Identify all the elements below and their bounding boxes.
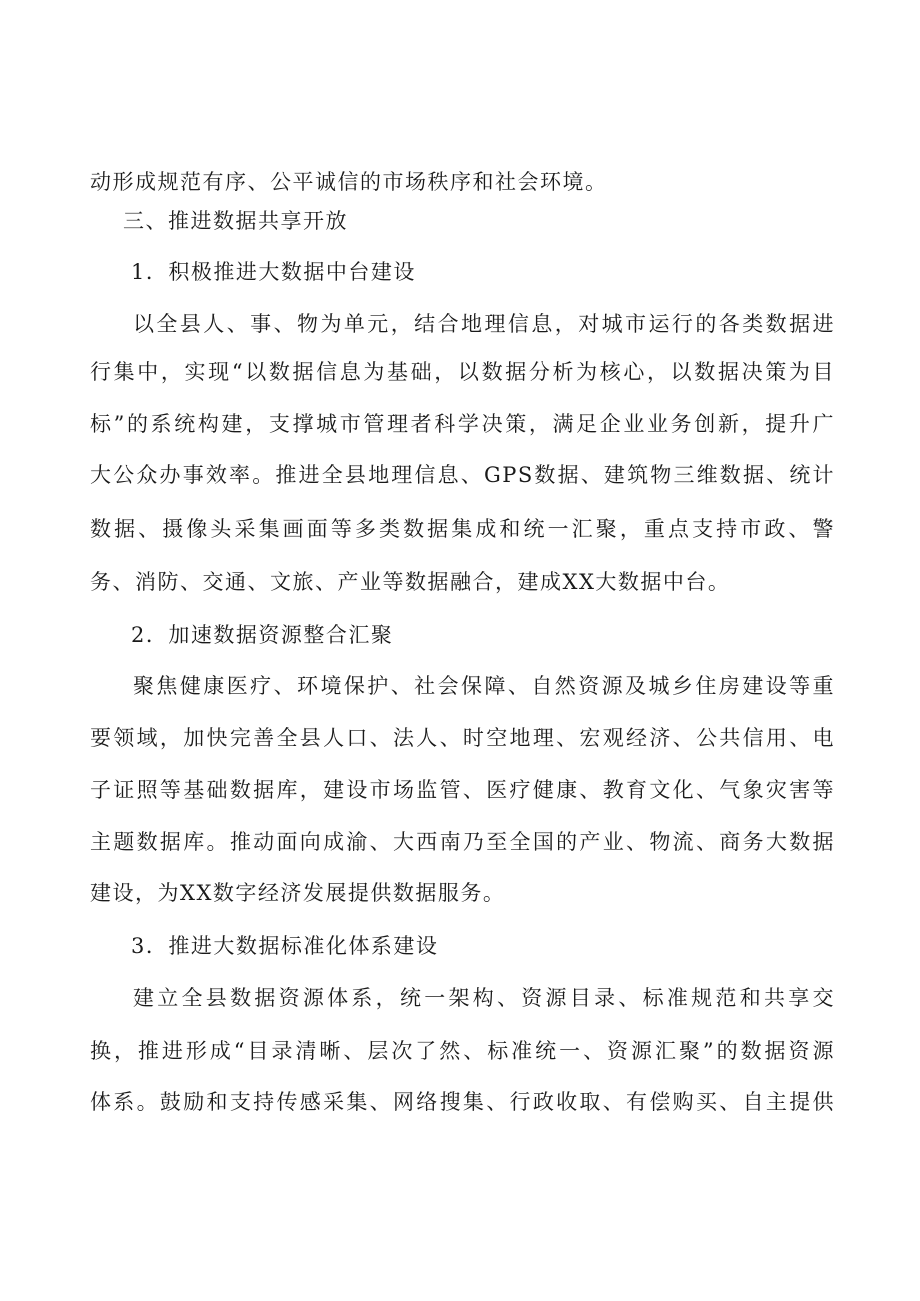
subsection-heading-2: 2．加速数据资源整合汇聚 xyxy=(131,623,394,647)
paragraph-line: 主题数据库。推动面向成渝、大西南乃至全国的产业、物流、商务大数据 xyxy=(90,830,835,854)
section-heading: 三、推进数据共享开放 xyxy=(123,209,348,233)
paragraph-line: 建立全县数据资源体系，统一架构、资源目录、标准规范和共享交 xyxy=(133,986,835,1010)
paragraph-line: 标”的系统构建，支撑城市管理者科学决策，满足企业业务创新，提升广 xyxy=(90,412,835,436)
paragraph-line: 体系。鼓励和支持传感采集、网络搜集、行政收取、有偿购买、自主提供 xyxy=(90,1090,835,1114)
subsection-heading-1: 1．积极推进大数据中台建设 xyxy=(131,260,416,284)
paragraph-line: 子证照等基础数据库，建设市场监管、医疗健康、教育文化、气象灾害等 xyxy=(90,778,835,802)
paragraph-line: 以全县人、事、物为单元，结合地理信息，对城市运行的各类数据进 xyxy=(133,312,835,336)
paragraph-line: 要领域，加快完善全县人口、法人、时空地理、宏观经济、公共信用、电 xyxy=(90,726,835,750)
paragraph-line: 大公众办事效率。推进全县地理信息、GPS数据、建筑物三维数据、统计 xyxy=(90,463,835,487)
intro-line: 动形成规范有序、公平诚信的市场秩序和社会环境。 xyxy=(90,170,608,194)
paragraph-line: 行集中，实现“以数据信息为基础，以数据分析为核心，以数据决策为目 xyxy=(90,360,835,384)
paragraph-line: 务、消防、交通、文旅、产业等数据融合，建成XX大数据中台。 xyxy=(90,570,731,594)
subsection-heading-3: 3．推进大数据标准化体系建设 xyxy=(131,934,439,958)
paragraph-line: 换，推进形成“目录清晰、层次了然、标准统一、资源汇聚”的数据资源 xyxy=(90,1039,835,1063)
paragraph-line: 建设，为XX数字经济发展提供数据服务。 xyxy=(90,881,506,905)
paragraph-line: 数据、摄像头采集画面等多类数据集成和统一汇聚，重点支持市政、警 xyxy=(90,517,835,541)
paragraph-line: 聚焦健康医疗、环境保护、社会保障、自然资源及城乡住房建设等重 xyxy=(133,674,835,698)
